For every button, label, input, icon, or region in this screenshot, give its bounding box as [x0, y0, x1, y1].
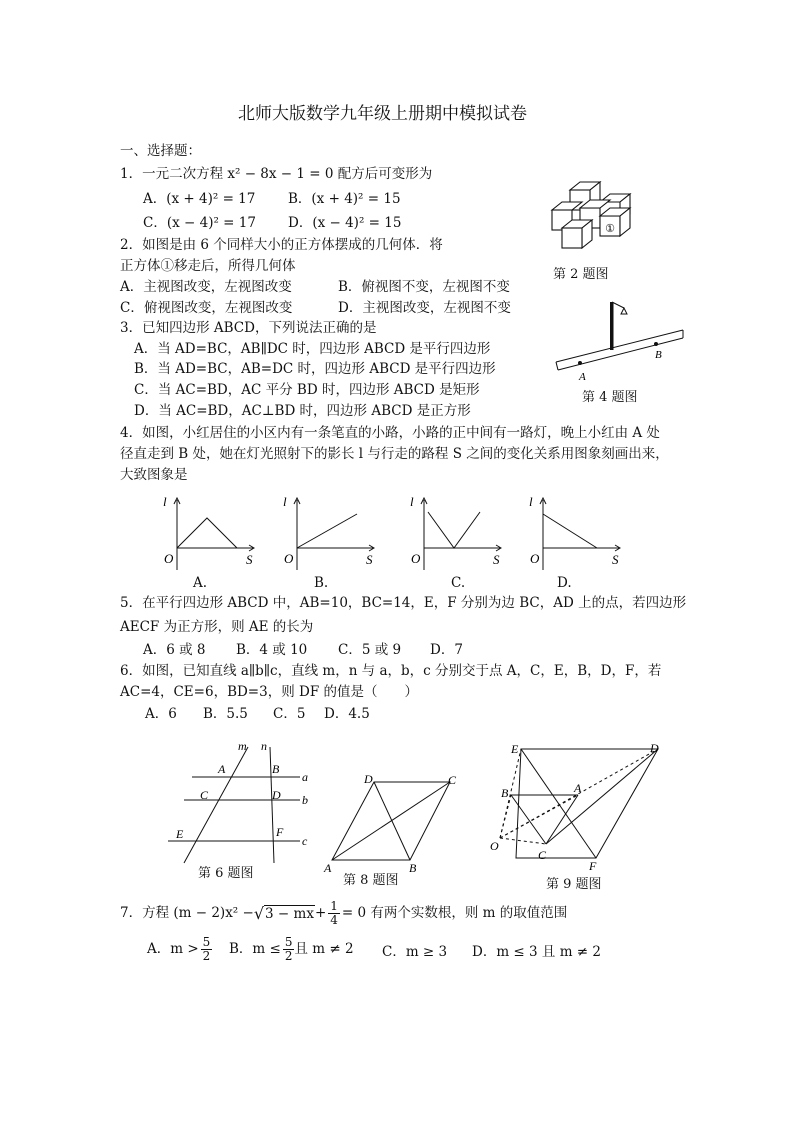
axis-x-label: S	[246, 552, 253, 567]
q6-option-b: B．5.5	[203, 706, 248, 722]
label-point-C: C	[448, 773, 457, 787]
q7-radical	[254, 904, 315, 923]
q4-graph-a	[155, 492, 265, 572]
graph-a-label: A.	[193, 575, 208, 591]
axis-x-label: S	[493, 552, 500, 567]
q7-option-a-fraction	[201, 936, 213, 962]
point-a-label: A	[579, 371, 586, 383]
q3-option-d: D．当 AC=BD，AC⊥BD 时，四边形 ABCD 是正方形	[134, 403, 471, 419]
q2-line2: 正方体①移走后，所得几何体	[120, 258, 296, 274]
q9-figure	[486, 738, 671, 878]
label-point-D: D	[364, 772, 373, 786]
label-c: c	[302, 834, 308, 848]
graph-d-label: D.	[557, 575, 572, 591]
q2-line1: 2．如图是由 6 个同样大小的正方体摆成的几何体．将	[120, 237, 443, 253]
label-a: a	[302, 770, 308, 784]
axis-x-label: S	[612, 552, 619, 567]
point-b-label: B	[655, 349, 662, 361]
cube-1-label: ①	[605, 223, 615, 235]
q1-option-a: A．(x + 4)² = 17	[143, 191, 256, 207]
fraction-denominator: 4	[330, 912, 338, 927]
q7-option-d: D．m ≤ 3 且 m ≠ 2	[472, 944, 601, 960]
label-point-B: B	[409, 861, 417, 875]
label-point-A: A	[218, 762, 226, 776]
label-m: m	[238, 739, 247, 753]
q7-stem	[120, 900, 567, 926]
lamp-post	[610, 302, 614, 350]
origin-label: O	[411, 551, 421, 566]
fraction-denominator: 2	[284, 948, 293, 963]
q7-option-a	[147, 936, 212, 962]
q5-option-b: B．4 或 10	[236, 642, 308, 658]
axis-y-label: l	[163, 494, 167, 509]
q7-stem-plus: +	[314, 905, 327, 921]
q7-option-c: C．m ≥ 3	[382, 944, 448, 960]
lamp-bulb-icon	[621, 308, 627, 314]
q7-stem-suffix: = 0 有两个实数根，则 m 的取值范围	[341, 905, 568, 921]
q6-line2: AC=4，CE=6，BD=3，则 DF 的值是（ ）	[120, 684, 418, 700]
q2-option-d: D．主视图改变，左视图不变	[338, 300, 511, 316]
label-point-A: A	[324, 861, 332, 875]
q7-option-b	[229, 936, 354, 962]
point-b-dot	[654, 342, 658, 346]
q2-figure-caption: 第 2 题图	[553, 267, 609, 282]
fraction-numerator: 5	[202, 935, 211, 949]
q7-stem-prefix: 7．方程 (m − 2)x² −	[120, 905, 254, 921]
q4-graph-d	[521, 492, 631, 572]
q4-line3: 大致图象是	[120, 467, 188, 483]
q5-option-c: C．5 或 9	[338, 642, 402, 658]
q7-fraction	[328, 900, 340, 926]
q1-stem: 1．一元二次方程 x² − 8x − 1 = 0 配方后可变形为	[120, 166, 433, 182]
q9-figure-caption: 第 9 题图	[546, 877, 602, 892]
q1-option-d: D．(x − 4)² = 15	[288, 215, 402, 231]
label-point-E: E	[176, 827, 184, 841]
q4-lamp-figure	[552, 292, 687, 384]
q3-option-a: A．当 AD=BC，AB∥DC 时，四边形 ABCD 是平行四边形	[134, 341, 491, 357]
q6-option-d: D．4.5	[324, 706, 370, 722]
q6-parallel-lines-figure	[160, 737, 320, 867]
label-point-C: C	[538, 848, 547, 862]
label-point-B: B	[272, 762, 280, 776]
q4-graph-b	[275, 492, 385, 572]
axis-y-label: l	[529, 494, 533, 509]
q2-option-a: A．主视图改变，左视图改变	[120, 279, 292, 295]
q5-line2: AECF 为正方形，则 AE 的长为	[120, 619, 314, 635]
label-point-O: O	[490, 839, 499, 853]
q2-cube-figure	[548, 180, 638, 250]
origin-label: O	[284, 551, 294, 566]
axis-y-label: l	[410, 494, 414, 509]
q6-option-c: C．5	[273, 706, 306, 722]
q7-radicand: 3 − mx	[265, 905, 314, 922]
q3-option-c: C．当 AC=BD，AC 平分 BD 时，四边形 ABCD 是矩形	[134, 382, 480, 398]
outer-parallelogram	[516, 749, 658, 858]
label-point-D: D	[650, 741, 659, 755]
label-b: b	[302, 793, 308, 807]
q6-figure-caption: 第 6 题图	[198, 866, 254, 881]
q8-figure-caption: 第 8 题图	[343, 873, 399, 888]
radical-sign-icon: √	[253, 903, 265, 923]
q5-option-d: D．7	[430, 642, 463, 658]
fraction-numerator: 1	[330, 899, 338, 913]
q4-graph-c	[402, 492, 512, 572]
label-point-F: F	[589, 859, 597, 873]
q7-option-b-fraction	[283, 936, 295, 962]
q7-option-a-prefix: A．m >	[147, 941, 199, 957]
q2-option-c: C．俯视图改变，左视图改变	[120, 300, 293, 316]
label-point-C: C	[200, 788, 209, 802]
q6-option-a: A．6	[145, 706, 177, 722]
line-m	[184, 747, 248, 863]
q5-option-a: A．6 或 8	[143, 642, 206, 658]
q5-line1: 5．在平行四边形 ABCD 中，AB=10，BC=14，E，F 分别为边 BC，AD 上的点，若四边形	[120, 595, 687, 611]
label-point-E: E	[511, 742, 519, 756]
q6-line1: 6．如图，已知直线 a∥b∥c，直线 m，n 与 a，b，c 分别交于点 A，C，E，B，D，F，若	[120, 663, 662, 679]
q4-line2: 径直走到 B 处，她在灯光照射下的影长 l 与行走的路程 S 之间的变化关系用图象刻画出来，	[120, 446, 669, 462]
q1-option-b: B．(x + 4)² = 15	[288, 191, 401, 207]
q7-option-b-prefix: B．m ≤	[229, 941, 281, 957]
label-point-A: A	[574, 781, 582, 795]
label-point-D: D	[272, 788, 281, 802]
label-point-F: F	[276, 825, 284, 839]
q4-figure-caption: 第 4 题图	[582, 390, 638, 405]
q3-option-b: B．当 AD=BC，AB=DC 时，四边形 ABCD 是平行四边形	[134, 361, 496, 377]
q4-line1: 4．如图，小红居住的小区内有一条笔直的小路，小路的正中间有一路灯，晚上小红由 A 处	[120, 425, 660, 441]
q2-option-b: B．俯视图不变，左视图不变	[338, 279, 510, 295]
fraction-denominator: 2	[202, 948, 211, 963]
fraction-numerator: 5	[284, 935, 293, 949]
axis-y-label: l	[283, 494, 287, 509]
point-a-dot	[578, 361, 582, 365]
label-n: n	[261, 739, 267, 753]
label-point-B: B	[501, 786, 509, 800]
graph-b-label: B.	[314, 575, 329, 591]
graph-c-label: C.	[451, 575, 466, 591]
q1-option-c: C．(x − 4)² = 17	[143, 215, 256, 231]
origin-label: O	[164, 551, 174, 566]
q3-stem: 3．已知四边形 ABCD，下列说法正确的是	[120, 320, 377, 336]
q8-rhombus-figure	[322, 770, 467, 875]
section-heading: 一、选择题：	[120, 143, 201, 159]
axis-x-label: S	[366, 552, 373, 567]
origin-label: O	[530, 551, 540, 566]
page-title: 北师大版数学九年级上册期中模拟试卷	[238, 104, 527, 124]
q7-option-b-suffix: 且 m ≠ 2	[294, 941, 354, 957]
